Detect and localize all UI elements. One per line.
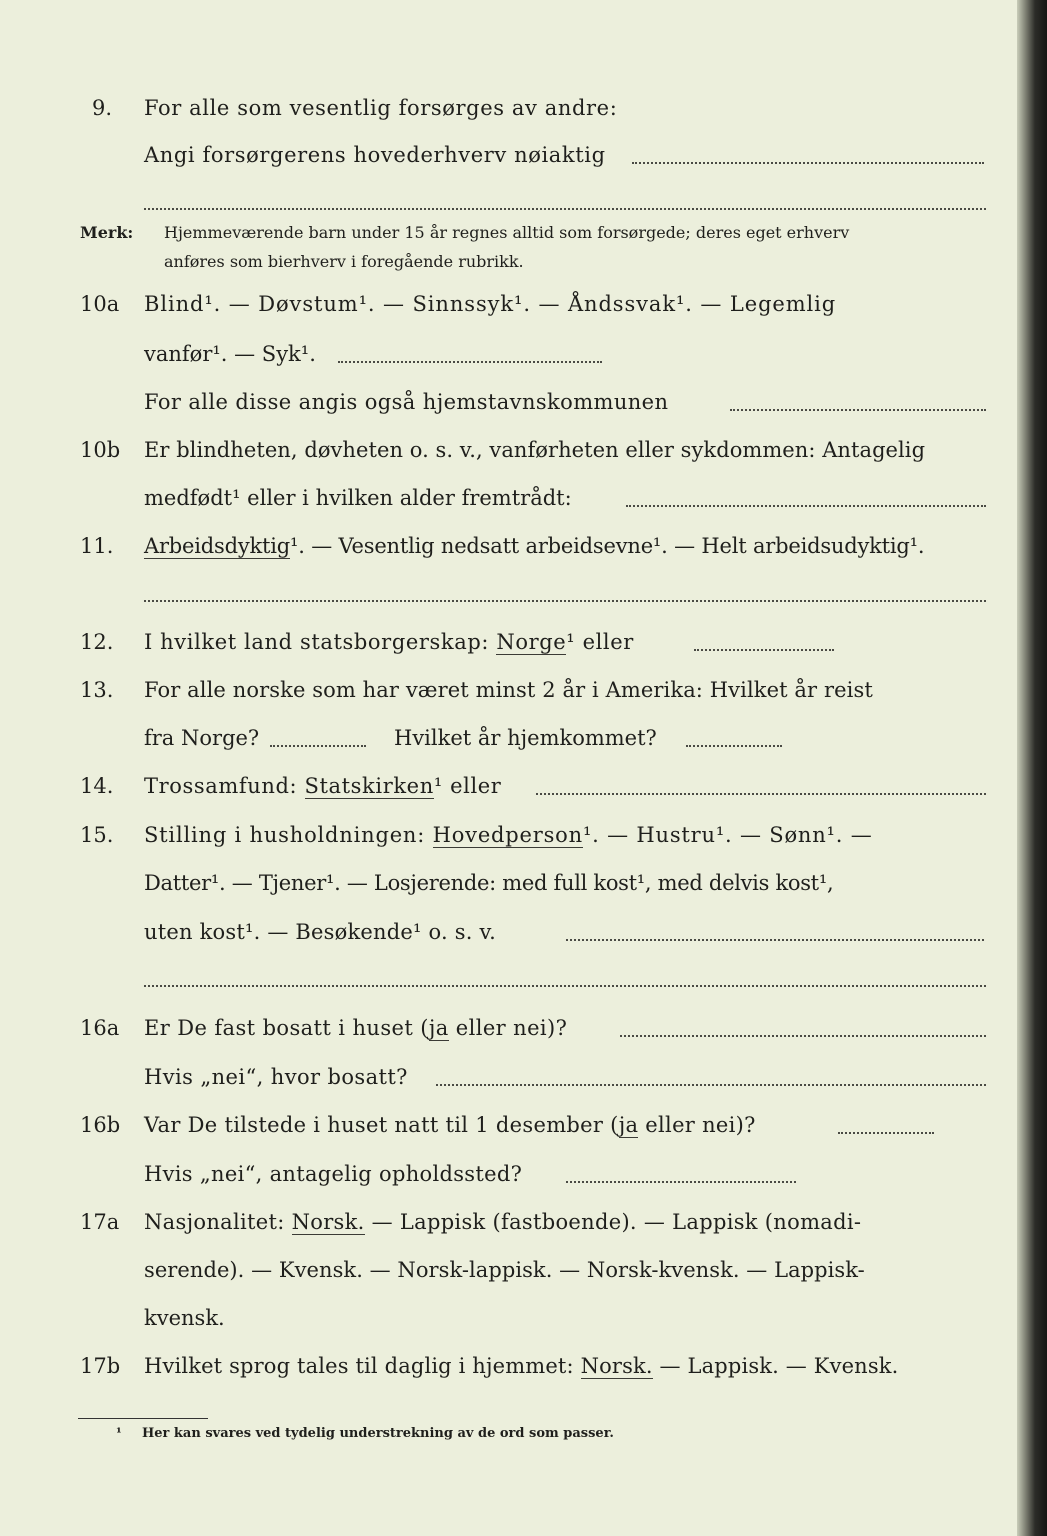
q16b-pre: Var De tilstede i huset natt til 1 desember ( [144, 1113, 619, 1137]
q17a-line2 [0, 1250, 1047, 1290]
q11-line [0, 526, 1047, 566]
q12-line [0, 622, 1047, 662]
q16b-line1 [0, 1105, 1047, 1145]
q15-answer-line[interactable] [566, 939, 984, 941]
q12-pre: I hvilket land statsborgerskap: [144, 630, 490, 654]
q15-answer-line-2[interactable] [144, 985, 986, 987]
q15-pre: Stilling i husholdningen: [144, 823, 426, 847]
q17a-number: 17a [80, 1210, 120, 1234]
q12-number: 12. [80, 630, 114, 654]
q10a-line1 [0, 284, 1047, 324]
q16a-pre: Er De fast bosatt i huset ( [144, 1016, 429, 1040]
q16a-text1 [144, 1008, 567, 1048]
q10a-text3: For alle disse angis også hjemstavnskommunen [144, 390, 669, 414]
q16b-post: eller nei)? [638, 1113, 756, 1137]
q10b-answer-line[interactable] [626, 505, 986, 507]
footnote [0, 1422, 1047, 1446]
q10a-text1: Blind¹. — Døvstum¹. — Sinnssyk¹. — Åndssvak¹. — Legemlig [144, 292, 837, 316]
q12-answer-line[interactable] [694, 649, 834, 651]
q16a-number: 16a [80, 1016, 120, 1040]
q12-underlined-answer[interactable]: Norge [496, 630, 567, 654]
q15-number: 15. [80, 823, 114, 847]
merk-text1: Hjemmeværende barn under 15 år regnes alltid som forsørgede; deres eget erhverv [164, 223, 850, 242]
q17a-text1 [144, 1202, 861, 1242]
q16b-number: 16b [80, 1113, 121, 1137]
q14-underlined-answer[interactable]: Statskirken [304, 774, 434, 798]
q17a-text2: serende). — Kvensk. — Norsk-lappisk. — Norsk-kvensk. — Lappisk- [144, 1258, 865, 1282]
q15-underlined-answer[interactable]: Hovedperson [432, 823, 583, 847]
q10a-line2 [0, 334, 1047, 374]
q10a-hometown-answer-line[interactable] [730, 409, 986, 411]
q13-departure-answer-line[interactable] [270, 745, 366, 747]
merk-label: Merk: [80, 223, 134, 242]
q9-answer-line-2[interactable] [144, 208, 986, 210]
q17b-underlined-answer[interactable]: Norsk. [580, 1354, 653, 1378]
q16b-location-answer-line[interactable] [566, 1181, 796, 1183]
q11-rest: ¹. — Vesentlig nedsatt arbeidsevne¹. — Helt arbeidsudyktig¹. [290, 534, 925, 558]
q17a-underlined-answer[interactable]: Norsk. [291, 1210, 365, 1234]
q13-line2 [0, 718, 1047, 758]
merk-text2: anføres som bierhverv i foregående rubrikk. [164, 252, 524, 271]
q17a-line3 [0, 1298, 1047, 1338]
q10b-text1: Er blindheten, døvheten o. s. v., vanførheten eller sykdommen: Antagelig [144, 438, 926, 462]
q17a-line1 [0, 1202, 1047, 1242]
q16a-line2 [0, 1057, 1047, 1097]
q17b-pre: Hvilket sprog tales til daglig i hjemmet: [144, 1354, 574, 1378]
q9-text2: Angi forsørgerens hovederhverv nøiaktig [144, 143, 606, 167]
q15-line3 [0, 912, 1047, 952]
q9-line1 [0, 88, 1047, 128]
q16b-line2 [0, 1154, 1047, 1194]
q15-post: ¹. — Hustru¹. — Sønn¹. — [582, 823, 873, 847]
q15-line1 [0, 815, 1047, 855]
q15-text3: uten kost¹. — Besøkende¹ o. s. v. [144, 920, 496, 944]
q10a-line3 [0, 382, 1047, 422]
q10b-line1 [0, 430, 1047, 470]
merk-line2 [0, 247, 1047, 277]
q17a-pre: Nasjonalitet: [144, 1210, 285, 1234]
q9-number: 9. [92, 96, 113, 120]
q10b-line2 [0, 478, 1047, 518]
q14-number: 14. [80, 774, 114, 798]
q10a-answer-line[interactable] [338, 361, 602, 363]
q17b-number: 17b [80, 1354, 121, 1378]
q17b-line [0, 1346, 1047, 1386]
q10b-text2: medfødt¹ eller i hvilken alder fremtrådt: [144, 486, 572, 510]
q15-line2 [0, 863, 1047, 903]
q11-answer-line[interactable] [144, 600, 986, 602]
q16a-text2: Hvis „nei“, hvor bosatt? [144, 1065, 408, 1089]
q14-line [0, 766, 1047, 806]
q16a-answer-line[interactable] [620, 1035, 986, 1037]
q16a-post: eller nei)? [448, 1016, 568, 1040]
q15-text2: Datter¹. — Tjener¹. — Losjerende: med full kost¹, med delvis kost¹, [144, 871, 834, 895]
q15-text1 [144, 815, 873, 855]
q16b-text1 [144, 1105, 756, 1145]
q9-answer-line[interactable] [632, 162, 984, 164]
q9-text1: For alle som vesentlig forsørges av andre: [144, 96, 618, 120]
q16b-text2: Hvis „nei“, antagelig opholdssted? [144, 1162, 523, 1186]
q16b-answer-line[interactable] [838, 1132, 934, 1134]
q11-underlined-answer[interactable]: Arbeidsdyktig [144, 534, 291, 558]
merk-line1 [0, 218, 1047, 248]
q13-text2a: fra Norge? [144, 726, 260, 750]
footnote-mark: ¹ [116, 1426, 122, 1441]
q13-number: 13. [80, 678, 114, 702]
q13-text2b: Hvilket år hjemkommet? [394, 726, 657, 750]
q17b-post: — Lappisk. — Kvensk. [659, 1354, 899, 1378]
q14-text [144, 766, 501, 806]
q13-return-answer-line[interactable] [686, 745, 782, 747]
q17a-post: — Lappisk (fastboende). — Lappisk (nomadi- [371, 1210, 862, 1234]
footnote-text: Her kan svares ved tydelig understrekning av de ord som passer. [142, 1426, 614, 1441]
q16a-residence-answer-line[interactable] [436, 1084, 986, 1086]
q10a-text2: vanfør¹. — Syk¹. [144, 342, 316, 366]
q17a-text3: kvensk. [144, 1306, 225, 1330]
q10b-number: 10b [80, 438, 121, 462]
q12-text [144, 622, 634, 662]
q14-answer-line[interactable] [536, 793, 986, 795]
q16a-underlined-answer[interactable]: ja [428, 1016, 449, 1040]
q16b-underlined-answer[interactable]: ja [618, 1113, 639, 1137]
q11-text [144, 526, 924, 566]
q14-pre: Trossamfund: [144, 774, 298, 798]
q17b-text [144, 1346, 898, 1386]
q9-line2 [0, 135, 1047, 175]
q14-post: ¹ eller [433, 774, 502, 798]
q13-text1: For alle norske som har været minst 2 år i Amerika: Hvilket år reist [144, 678, 873, 702]
q11-number: 11. [80, 534, 114, 558]
q12-post: ¹ eller [566, 630, 634, 654]
q13-line1 [0, 670, 1047, 710]
footnote-rule [78, 1418, 208, 1419]
q16a-line1 [0, 1008, 1047, 1048]
q10a-number: 10a [80, 292, 120, 316]
